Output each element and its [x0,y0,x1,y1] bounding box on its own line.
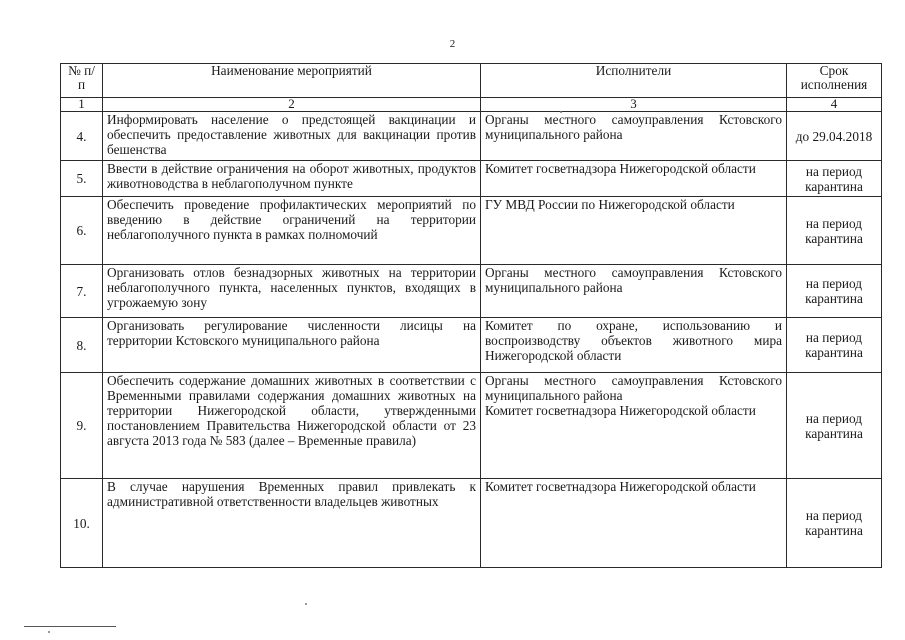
column-number: 1 [61,98,103,112]
row-deadline: на период карантина [787,373,882,479]
row-deadline: на период карантина [787,479,882,568]
row-number: 9. [61,373,103,479]
row-action: Обеспечить проведение профилактических мероприятий по введению в действие ограничений на территории неблагополучного пункта в рамках полномочий [103,197,481,265]
row-executors [481,161,787,197]
header-name: Наименование мероприятий [103,64,481,98]
table-row [61,112,882,161]
row-executors [481,318,787,373]
measures-table [60,63,882,568]
column-number: 3 [481,98,787,112]
table-header-row [61,64,882,98]
scan-speck [305,603,307,605]
row-executors [481,479,787,568]
row-action: В случае нарушения Временных правил привлекать к административной ответственности владельцев животных [103,479,481,568]
row-action: Организовать регулирование численности лисицы на территории Кстовского муниципального района [103,318,481,373]
executor: Комитет госветнадзора Нижегородской области [485,161,756,176]
executor: ГУ МВД России по Нижегородской области [485,197,735,212]
footer-rule [24,626,116,627]
row-number: 6. [61,197,103,265]
header-deadline: Срок исполнения [787,64,882,98]
row-deadline: до 29.04.2018 [787,112,882,161]
row-executors [481,112,787,161]
row-action: Информировать население о предстоящей вакцинации и обеспечить предоставление животных для вакцинации против бешенства [103,112,481,161]
column-number: 2 [103,98,481,112]
row-number: 5. [61,161,103,197]
row-deadline: на период карантина [787,197,882,265]
row-executors [481,265,787,318]
executor: Комитет по охране, использованию и воспроизводству объектов животного мира Нижегородской области [485,318,782,363]
executor: Органы местного самоуправления Кстовского муниципального района [485,373,782,403]
row-number: 4. [61,112,103,161]
header-executors: Исполнители [481,64,787,98]
row-deadline: на период карантина [787,318,882,373]
row-action: Организовать отлов безнадзорных животных на территории неблагополучного пункта, населенных пунктов, входящих в угрожаемую зону [103,265,481,318]
row-number: 7. [61,265,103,318]
column-number: 4 [787,98,882,112]
row-deadline: на период карантина [787,265,882,318]
executor: Органы местного самоуправления Кстовского муниципального района [485,265,782,295]
table-row [61,373,882,479]
table-row [61,479,882,568]
scan-speck [48,631,50,633]
table-row [61,318,882,373]
header-num: № п/п [61,64,103,98]
page-number: 2 [449,38,456,50]
row-number: 10. [61,479,103,568]
row-action: Обеспечить содержание домашних животных в соответствии с Временными правилами содержания домашних животных на территории Нижегородской области, утвержденными постановлением Правительства Нижегородской области от 23 августа 2013 года № 583 (далее – Временные правила) [103,373,481,479]
column-numbers-row [61,98,882,112]
executor: Комитет госветнадзора Нижегородской области [485,403,756,418]
row-deadline: на период карантина [787,161,882,197]
row-number: 8. [61,318,103,373]
table-row [61,161,882,197]
scan-speck [560,111,562,113]
row-executors [481,197,787,265]
executor: Органы местного самоуправления Кстовского муниципального района [485,112,782,142]
row-executors [481,373,787,479]
executor: Комитет госветнадзора Нижегородской области [485,479,756,494]
row-action: Ввести в действие ограничения на оборот животных, продуктов животноводства в неблагополучном пункте [103,161,481,197]
table-row [61,197,882,265]
table-row [61,265,882,318]
